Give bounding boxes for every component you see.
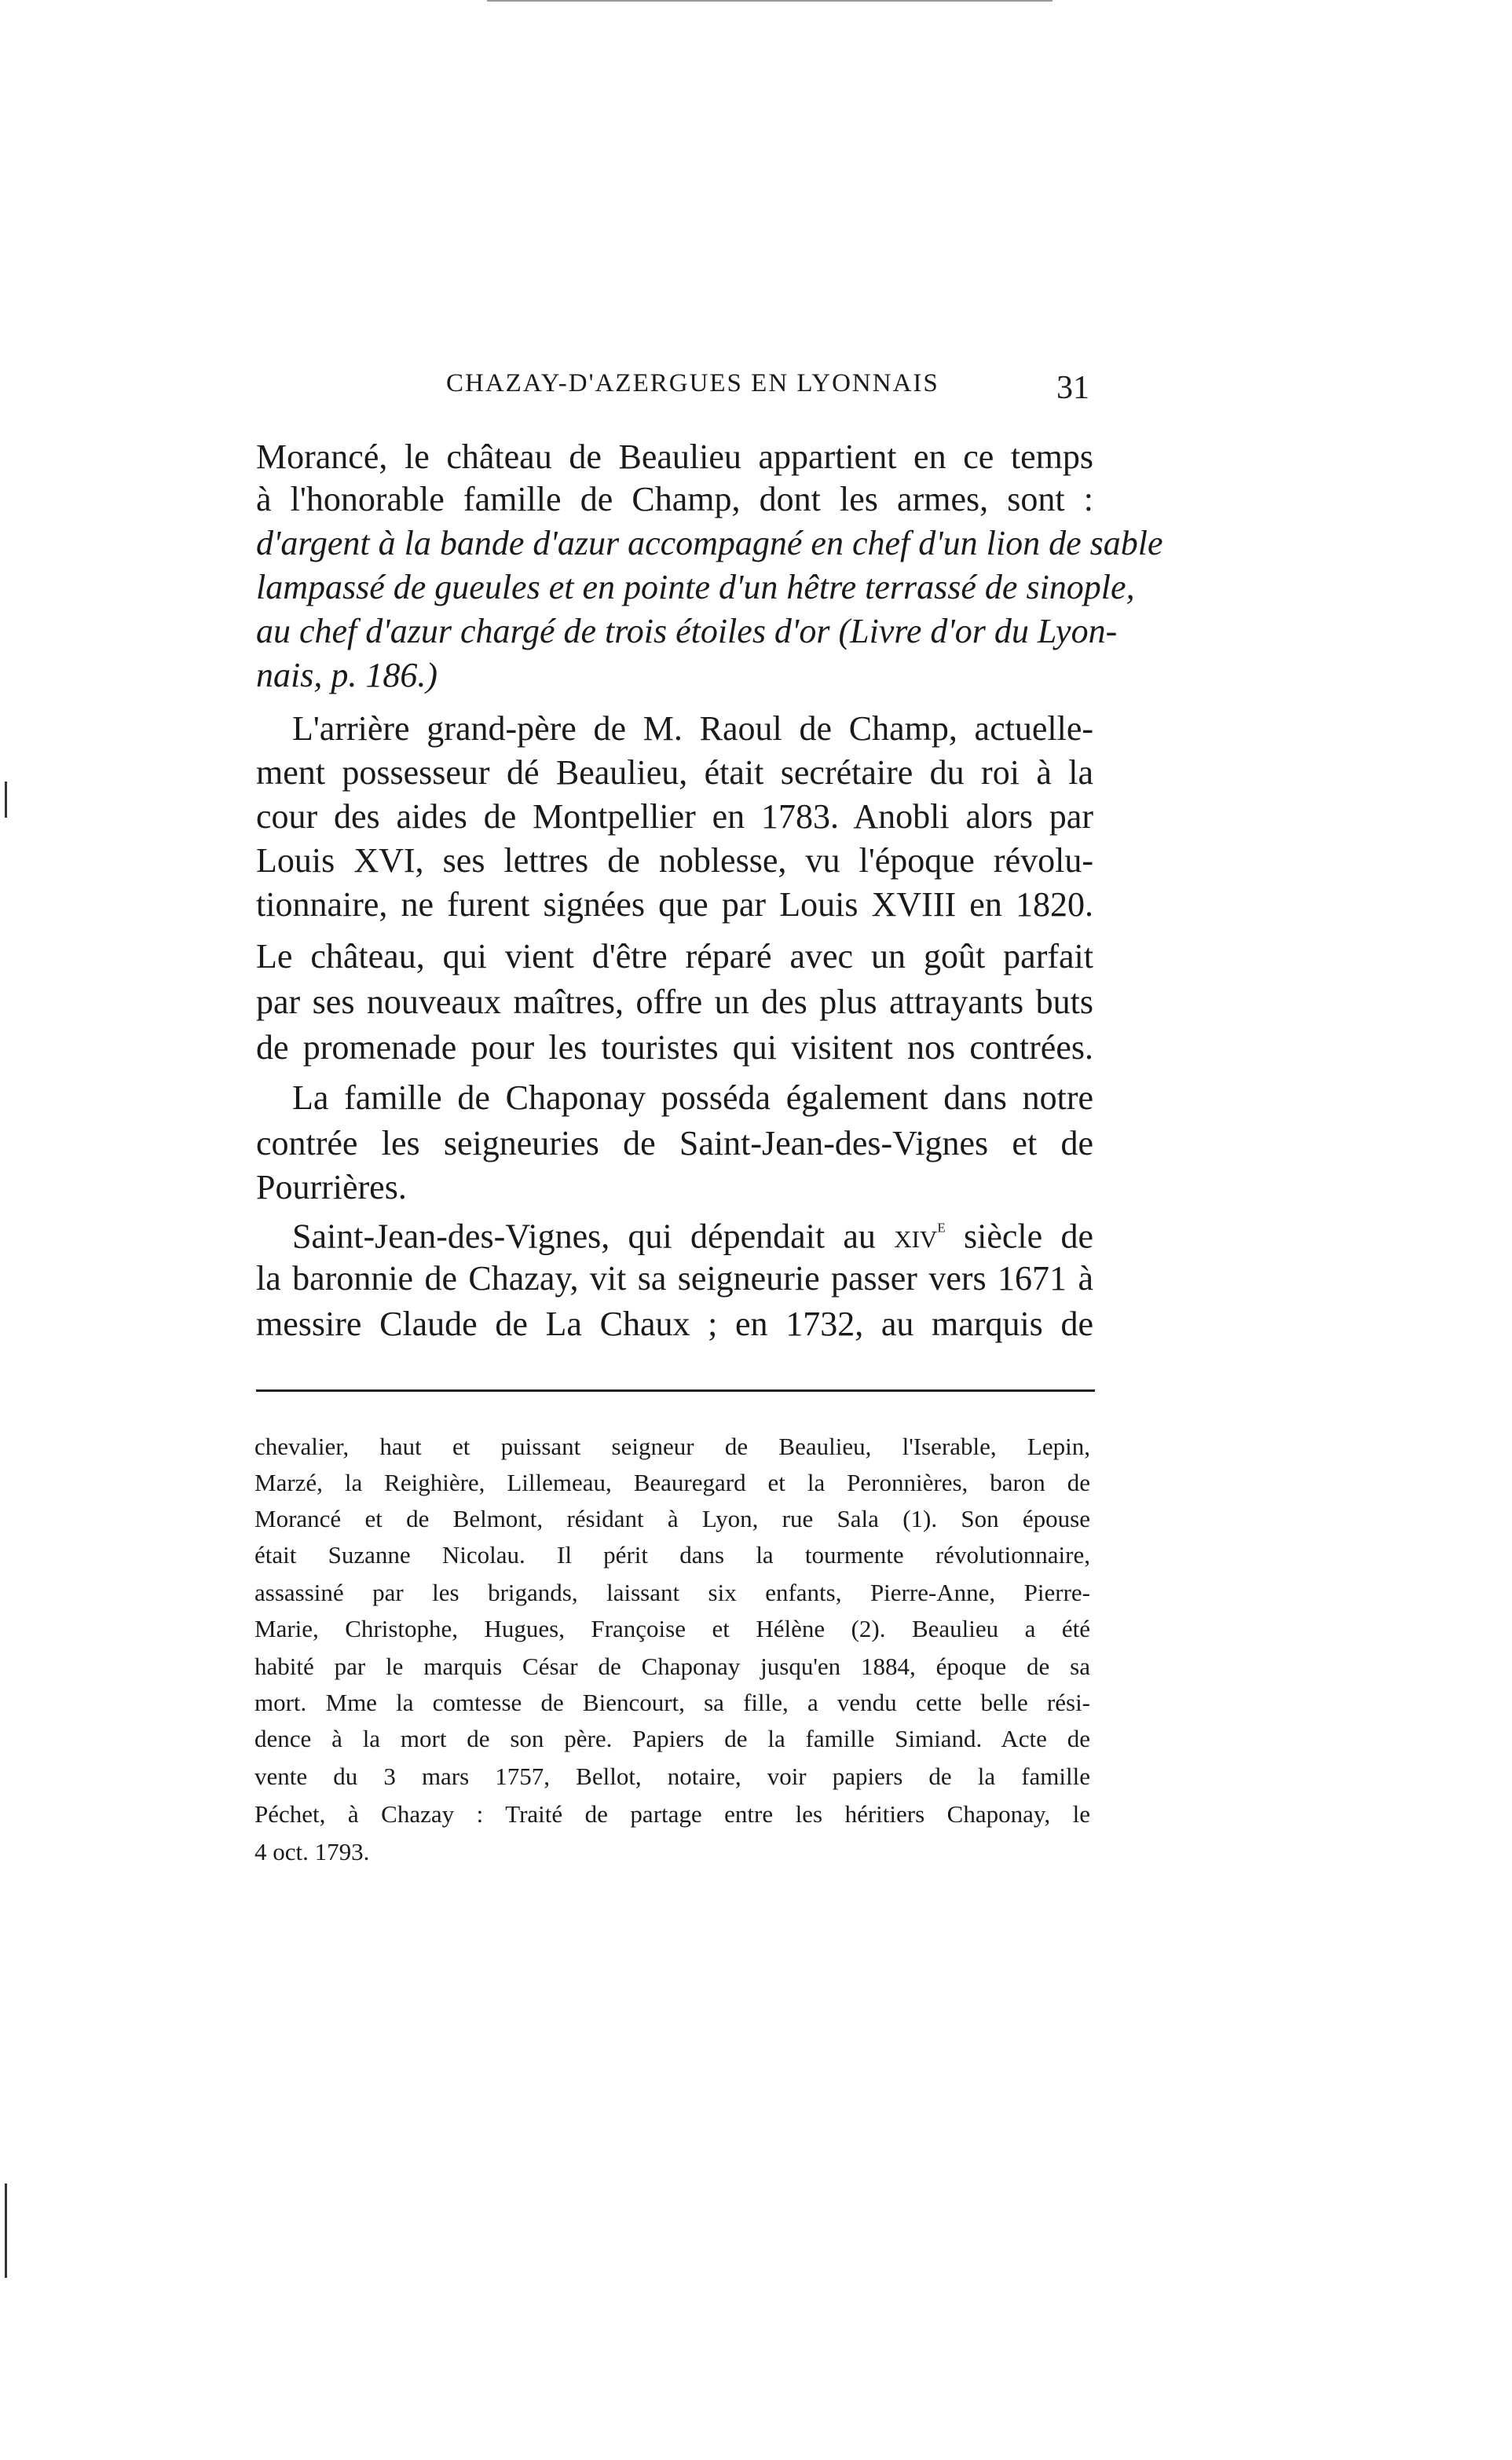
body-line: par ses nouveaux maîtres, offre un des plus attrayants buts: [256, 983, 1093, 1021]
body-line: messire Claude de La Chaux ; en 1732, au marquis de: [256, 1305, 1093, 1343]
scan-artifact-top-line: [487, 0, 1053, 2]
scan-artifact-left-edge-mark: [5, 2184, 7, 2278]
body-line: au chef d'azur chargé de trois étoiles d'or (Livre d'or du Lyon-: [256, 612, 1118, 650]
footnote-line: Marzé, la Reighière, Lillemeau, Beauregard et la Peronnières, baron de: [254, 1469, 1090, 1496]
footnote-line: vente du 3 mars 1757, Bellot, notaire, voir papiers de la famille: [254, 1763, 1090, 1790]
century-roman-numeral: xiv$^e$: [894, 1216, 946, 1256]
body-line: à l'honorable famille de Champ, dont les armes, sont :: [256, 480, 1093, 518]
body-line: de promenade pour les touristes qui visitent nos contrées.: [256, 1028, 1093, 1067]
body-line-segment: siècle de: [964, 1217, 1093, 1256]
footnote-line: habité par le marquis César de Chaponay jusqu'en 1884, époque de sa: [254, 1653, 1090, 1680]
footnote-line-segment: la comtesse de Biencourt, sa fille, a vendu cette belle rési-: [396, 1689, 1091, 1716]
body-line: nais, p. 186.): [256, 656, 437, 694]
body-line: contrée les seigneuries de Saint-Jean-des-Vignes et de: [256, 1124, 1093, 1162]
body-line: La famille de Chaponay posséda également dans notre: [292, 1078, 1093, 1117]
footnote-separator: [256, 1389, 1095, 1392]
body-line: [292, 1217, 1093, 1254]
page-number: 31: [1056, 370, 1089, 406]
footnote-line: dence à la mort de son père. Papiers de la famille Simiand. Acte de: [254, 1725, 1090, 1752]
footnote-line: chevalier, haut et puissant seigneur de Beaulieu, l'Iserable, Lepin,: [254, 1433, 1090, 1460]
body-line: la baronnie de Chazay, vit sa seigneurie passer vers 1671 à: [256, 1259, 1093, 1298]
footnote-line: assassiné par les brigands, laissant six enfants, Pierre-Anne, Pierre-: [254, 1579, 1090, 1606]
footnote-line: [254, 1690, 1090, 1715]
body-line: d'argent à la bande d'azur accompagné en chef d'un lion de sable: [256, 524, 1163, 562]
body-line: L'arrière grand-père de M. Raoul de Champ, actuelle-: [292, 709, 1093, 748]
title-abbreviation: Mme: [325, 1689, 377, 1716]
body-line: tionnaire, ne furent signées que par Louis XVIII en 1820.: [256, 885, 1093, 924]
body-line: ment possesseur dé Beaulieu, était secrétaire du roi à la: [256, 753, 1093, 792]
body-line-segment: Saint-Jean-des-Vignes, qui dépendait au: [292, 1217, 876, 1256]
body-line: Morancé, le château de Beaulieu appartient en ce temps: [256, 437, 1093, 476]
footnote-line: était Suzanne Nicolau. Il périt dans la tourmente révolutionnaire,: [254, 1541, 1090, 1569]
body-line: cour des aides de Montpellier en 1783. Anobli alors par: [256, 797, 1093, 836]
body-line: Louis XVI, ses lettres de noblesse, vu l'époque révolu-: [256, 841, 1093, 880]
footnote-line: Morancé et de Belmont, résidant à Lyon, rue Sala (1). Son épouse: [254, 1505, 1090, 1532]
footnote-line: Péchet, à Chazay : Traité de partage entre les héritiers Chaponay, le: [254, 1800, 1090, 1828]
footnote-line-segment: mort.: [254, 1689, 307, 1716]
body-line: Pourrières.: [256, 1168, 407, 1206]
running-title: CHAZAY-D'AZERGUES EN LYONNAIS: [446, 369, 939, 397]
scan-artifact-left-edge-mark: [5, 782, 7, 818]
body-line: Le château, qui vient d'être réparé avec un goût parfait: [256, 937, 1093, 976]
footnote-line: Marie, Christophe, Hugues, Françoise et Hélène (2). Beaulieu a été: [254, 1615, 1090, 1642]
footnote-line: 4 oct. 1793.: [254, 1838, 370, 1865]
body-line: lampassé de gueules et en pointe d'un hêtre terrassé de sinople,: [256, 568, 1135, 606]
